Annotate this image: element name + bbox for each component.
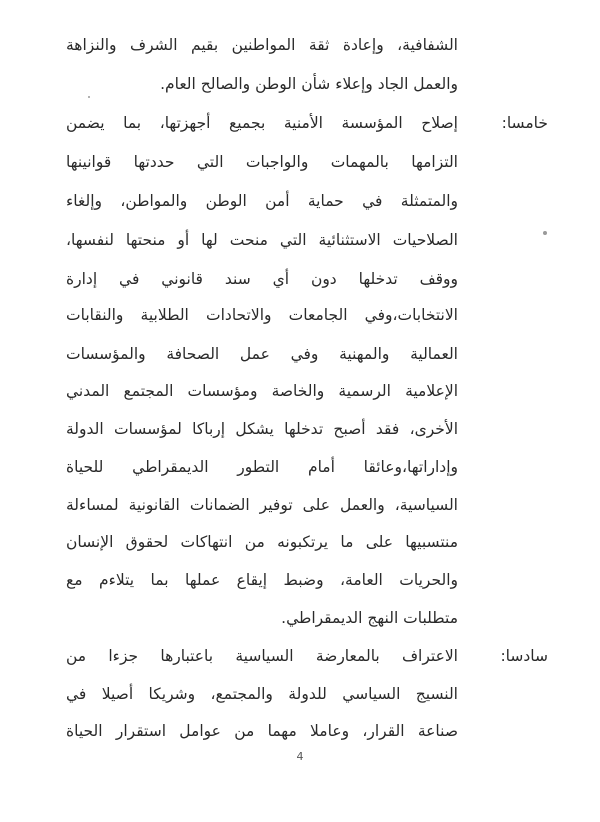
text-line: السياسية، والعمل على توفير الضمانات القانونية لمساءلة — [66, 496, 458, 514]
scan-speck — [88, 96, 90, 98]
text-line: العمالية والمهنية وفي عمل الصحافة والمؤسسات — [66, 345, 458, 363]
text-line: النسيج السياسي للدولة والمجتمع، وشريكا أصيلا في — [66, 685, 458, 703]
text-line: التزامها بالمهمات والواجبات التي حددتها قوانينها — [66, 153, 458, 171]
text-line: منتسبيها على ما يرتكبونه من انتهاكات لحقوق الإنسان — [66, 533, 458, 551]
text-line: إصلاح المؤسسة الأمنية بجميع أجهزتها، بما يضمن — [66, 114, 458, 132]
text-line: الاعتراف بالمعارضة السياسية باعتبارها جزءا من — [66, 647, 458, 665]
text-line: والمتمثلة في حماية أمن الوطن والمواطن، وإلغاء — [66, 192, 458, 210]
page-number: 4 — [296, 750, 304, 763]
text-line: الانتخابات،وفي الجامعات والاتحادات الطلابية والنقابات — [66, 306, 458, 324]
section-label-five: خامسا: — [501, 114, 548, 132]
text-line: ووقف تدخلها دون أي سند قانوني في إدارة — [66, 270, 458, 288]
text-line: الصلاحيات الاستثنائية التي منحت لها أو منحتها لنفسها، — [66, 231, 458, 249]
text-line: صناعة القرار، وعاملا مهما من عوامل استقرار الحياة — [66, 722, 458, 740]
text-line: الإعلامية الرسمية والخاصة ومؤسسات المجتمع المدني — [66, 382, 458, 400]
text-line: الشفافية، وإعادة ثقة المواطنين بقيم الشرف والنزاهة — [66, 36, 458, 54]
text-line: وإداراتها،وعائقا أمام التطور الديمقراطي للحياة — [66, 458, 458, 476]
section-label-six: سادسا: — [500, 647, 548, 665]
scan-speck — [543, 231, 547, 235]
text-line: الأخرى، فقد أصبح تدخلها يشكل إرباكا لمؤسسات الدولة — [66, 420, 458, 438]
text-line: متطلبات النهج الديمقراطي. — [281, 609, 458, 627]
text-line: والحريات العامة، وضبط إيقاع عملها بما يتلاءم مع — [66, 571, 458, 589]
text-line: والعمل الجاد وإعلاء شأن الوطن والصالح العام. — [160, 75, 458, 93]
